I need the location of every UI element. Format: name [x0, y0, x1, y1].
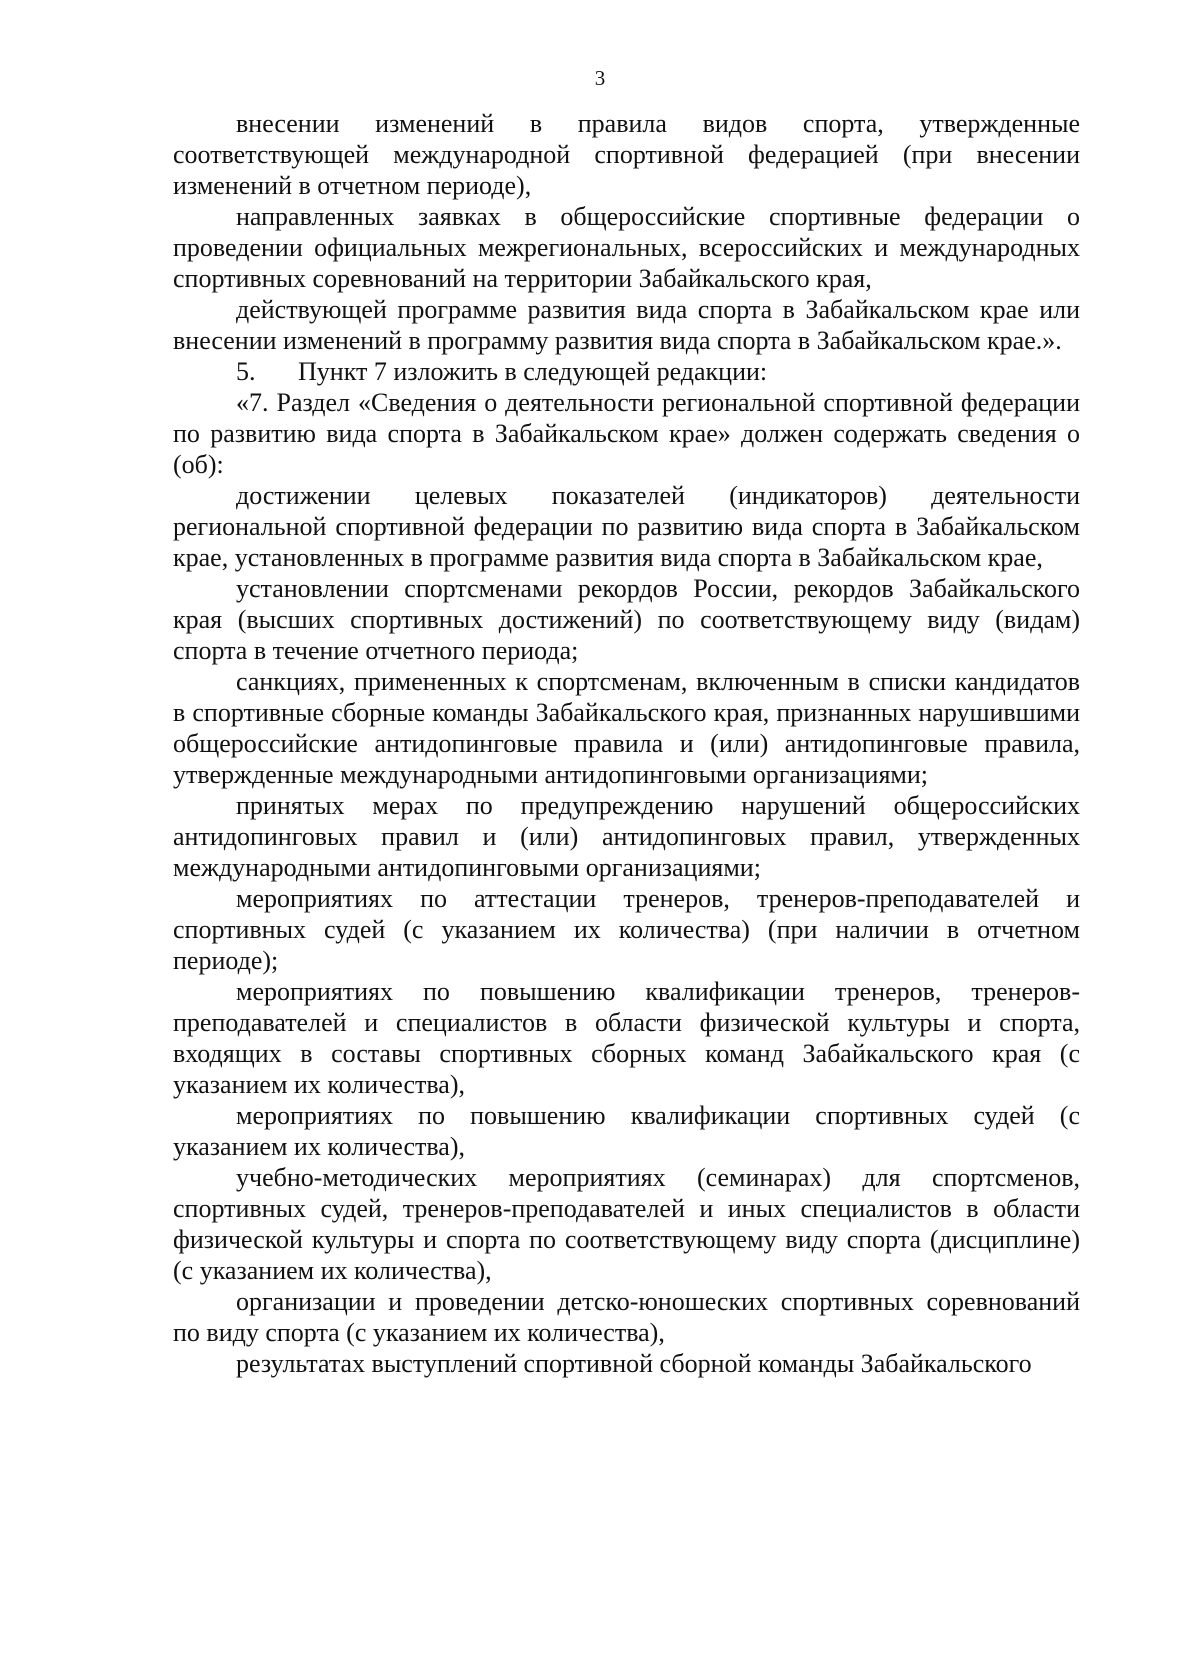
- paragraph: достижении целевых показателей (индикаторов) деятельности региональной спортивной федерации по развитию вида спорта в Забайкальском крае, установленных в программе развития вида спорта в Забайкальском крае,: [173, 481, 1080, 572]
- paragraph: организации и проведении детско-юношеских спортивных соревнований по виду спорта (с указанием их количества),: [173, 1287, 1080, 1347]
- item-text: Пункт 7 изложить в следующей редакции:: [298, 357, 768, 386]
- paragraph: санкциях, примененных к спортсменам, включенным в списки кандидатов в спортивные сборные команды Забайкальского края, признанных нарушившими общероссийские антидопинговые правила и (или) антидопинговые правила, утвержденные международными антидопинговыми организациями;: [173, 667, 1080, 789]
- item-number: 5.: [236, 357, 256, 386]
- paragraph: результатах выступлений спортивной сборной команды Забайкальского: [236, 1349, 1032, 1378]
- paragraph: мероприятиях по аттестации тренеров, тренеров-преподавателей и спортивных судей (с указанием их количества) (при наличии в отчетном периоде);: [173, 884, 1080, 975]
- paragraph: направленных заявках в общероссийские спортивные федерации о проведении официальных межрегиональных, всероссийских и международных спортивных соревнований на территории Забайкальского края,: [173, 202, 1080, 293]
- paragraph: «7. Раздел «Сведения о деятельности региональной спортивной федерации по развитию вида спорта в Забайкальском крае» должен содержать сведения о (об):: [173, 388, 1080, 479]
- paragraph: внесении изменений в правила видов спорта, утвержденные соответствующей международной спортивной федерацией (при внесении изменений в отчетном периоде),: [173, 109, 1080, 200]
- paragraph: учебно-методических мероприятиях (семинарах) для спортсменов, спортивных судей, тренеров-преподавателей и иных специалистов в области физической культуры и спорта по соответствующему виду спорта (дисциплине) (с указанием их количества),: [173, 1163, 1080, 1285]
- paragraph: действующей программе развития вида спорта в Забайкальском крае или внесении изменений в программу развития вида спорта в Забайкальском крае.».: [173, 295, 1080, 355]
- list-item-5: [173, 356, 1080, 387]
- paragraph: мероприятиях по повышению квалификации тренеров, тренеров-преподавателей и специалистов в области физической культуры и спорта, входящих в составы спортивных сборных команд Забайкальского края (с указанием их количества),: [173, 977, 1080, 1099]
- paragraph: мероприятиях по повышению квалификации спортивных судей (с указанием их количества),: [173, 1101, 1080, 1161]
- paragraph: установлении спортсменами рекордов России, рекордов Забайкальского края (высших спортивных достижений) по соответствующему виду (видам) спорта в течение отчетного периода;: [173, 574, 1080, 665]
- paragraph: принятых мерах по предупреждению нарушений общероссийских антидопинговых правил и (или) антидопинговых правил, утвержденных международными антидопинговыми организациями;: [173, 791, 1080, 882]
- page-number: 3: [594, 66, 606, 90]
- document-body: [173, 108, 1080, 1379]
